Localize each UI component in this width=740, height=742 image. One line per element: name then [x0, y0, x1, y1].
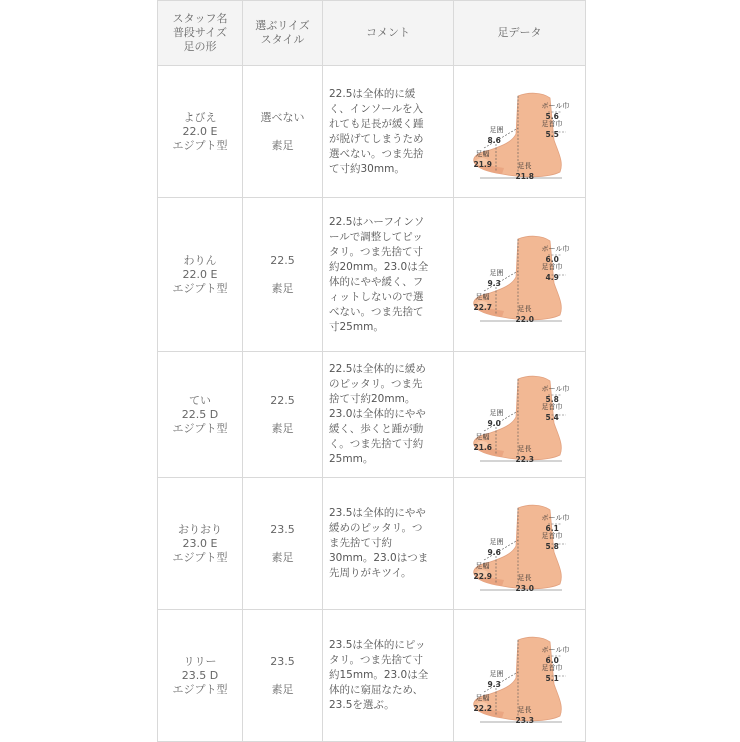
- staff-name: てい: [189, 393, 211, 407]
- comment-line: タリ。つま先捨て寸: [329, 654, 423, 666]
- choice-cell: [243, 478, 323, 610]
- foot-data-cell: [454, 198, 586, 352]
- staff-usual-size: 23.5 D: [181, 668, 219, 682]
- comment-line: く、インソールを入: [329, 102, 424, 115]
- comment-line: て寸約30mm。: [329, 162, 405, 175]
- choice-cell: [243, 66, 323, 198]
- comment-line: 緩く、歩くと踵が動: [329, 423, 424, 435]
- comment-line: 23.0は全体的にやや: [329, 408, 426, 420]
- comment-cell: [323, 66, 454, 198]
- staff-name: リリー: [183, 654, 217, 668]
- chosen-size: 選べない: [260, 110, 305, 124]
- comment-line: れても足長が緩く踵: [329, 117, 424, 130]
- comment-line: 22.5はハーフインソ: [329, 215, 425, 228]
- comment-line: 緩めのピッタリ。つ: [329, 522, 423, 534]
- chosen-size: 22.5: [270, 253, 295, 267]
- staff-cell: [158, 478, 243, 610]
- foot-data-cell: [454, 352, 586, 478]
- comment-line: 23.5は全体的にピッ: [329, 639, 426, 651]
- foot-label-length: 足長: [517, 573, 532, 582]
- header-foot-data: 足データ: [454, 1, 586, 66]
- foot-label-ball: ボール巾: [541, 513, 570, 522]
- chosen-size: 23.5: [270, 522, 295, 536]
- staff-usual-size: 22.5 D: [181, 407, 219, 421]
- staff-usual-size: 23.0 E: [182, 536, 218, 550]
- comment-line: 寸25mm。: [329, 320, 384, 333]
- foot-value-length: 23.3: [515, 715, 535, 725]
- comment-line: 23.5は全体的にやや: [329, 507, 426, 519]
- foot-value-ball: 5.6: [545, 111, 559, 121]
- foot-diagram: [462, 365, 578, 465]
- foot-label-height: 足幅: [475, 561, 490, 570]
- foot-label-height: 足幅: [475, 149, 490, 158]
- table-row: [158, 610, 586, 742]
- header-choice: 選ぶリイズ スタイル: [243, 1, 323, 66]
- staff-foot-shape: エジプト型: [172, 281, 228, 295]
- staff-cell: [158, 198, 243, 352]
- comment-line: 約15mm。23.0は全: [329, 669, 429, 681]
- comment-cell: [323, 478, 454, 610]
- foot-value-width: 5.4: [545, 412, 559, 422]
- wear-style: 素足: [271, 550, 294, 564]
- comment-line: ま先捨て寸約: [329, 537, 392, 549]
- foot-label-width: 足首巾: [541, 119, 563, 128]
- table-row: [158, 66, 586, 198]
- staff-cell: [158, 66, 243, 198]
- foot-label-width: 足首巾: [541, 531, 563, 540]
- staff-size-table: [157, 0, 586, 742]
- foot-label-ball: ボール巾: [541, 645, 570, 654]
- chosen-size: 23.5: [270, 654, 295, 668]
- foot-value-length: 21.8: [515, 171, 535, 181]
- foot-value-width: 5.8: [545, 541, 559, 551]
- foot-diagram: [462, 82, 578, 182]
- foot-value-width: 4.9: [545, 272, 559, 282]
- foot-label-height: 足幅: [475, 292, 490, 301]
- header-comment: コメント: [323, 1, 454, 66]
- foot-label-instep: 足囲: [489, 268, 504, 277]
- comment-line: 22.5は全体的に緩め: [329, 363, 426, 375]
- foot-value-girth: 21.6: [473, 442, 493, 452]
- foot-label-instep: 足囲: [489, 408, 504, 417]
- comment-line: のピッタリ。つま先: [329, 378, 423, 390]
- choice-cell: [243, 352, 323, 478]
- table-header-row: [158, 1, 586, 66]
- comment-line: べない。つま先捨て: [329, 305, 424, 318]
- foot-value-ball: 6.1: [545, 523, 559, 533]
- comment-line: 体的に窮屈なため、: [329, 684, 424, 696]
- comment-line: 先周りがキツイ。: [329, 567, 412, 579]
- foot-value-girth: 22.9: [473, 571, 493, 581]
- foot-value-instep: 9.3: [487, 278, 501, 288]
- foot-value-ball: 6.0: [545, 254, 559, 264]
- comment-line: 23.5を選ぶ。: [329, 699, 395, 711]
- wear-style: 素足: [271, 421, 294, 435]
- table-row: [158, 478, 586, 610]
- foot-diagram: [462, 626, 578, 726]
- staff-usual-size: 22.0 E: [182, 267, 218, 281]
- staff-cell: [158, 352, 243, 478]
- choice-cell: [243, 610, 323, 742]
- foot-label-ball: ボール巾: [541, 101, 570, 110]
- comment-line: タリ。つま先捨て寸: [329, 245, 423, 258]
- wear-style: 素足: [271, 682, 294, 696]
- comment-line: 体的にやや緩く、フ: [329, 275, 424, 288]
- foot-value-length: 22.3: [515, 454, 535, 464]
- foot-label-width: 足首巾: [541, 663, 563, 672]
- foot-label-length: 足長: [517, 444, 532, 453]
- foot-label-length: 足長: [517, 304, 532, 313]
- comment-line: 約20mm。23.0は全: [329, 260, 429, 273]
- foot-value-length: 22.0: [515, 314, 535, 324]
- foot-label-instep: 足囲: [489, 125, 504, 134]
- wear-style: 素足: [271, 138, 294, 152]
- staff-usual-size: 22.0 E: [182, 124, 218, 138]
- foot-value-width: 5.5: [545, 129, 559, 139]
- wear-style: 素足: [271, 281, 294, 295]
- staff-name: わりん: [183, 253, 217, 267]
- staff-name: よびえ: [183, 110, 217, 124]
- table-row: [158, 198, 586, 352]
- staff-cell: [158, 610, 243, 742]
- foot-label-width: 足首巾: [541, 402, 563, 411]
- staff-size-table-wrapper: [157, 0, 585, 740]
- comment-cell: [323, 352, 454, 478]
- comment-line: 22.5は全体的に緩: [329, 87, 416, 100]
- staff-foot-shape: エジプト型: [172, 682, 228, 696]
- comment-line: 30mm。23.0はつま: [329, 552, 429, 564]
- foot-value-instep: 8.6: [487, 135, 501, 145]
- comment-cell: [323, 610, 454, 742]
- comment-cell: [323, 198, 454, 352]
- comment-line: が脱げてしまうため: [329, 132, 424, 145]
- foot-label-ball: ボール巾: [541, 384, 570, 393]
- foot-diagram: [462, 494, 578, 594]
- chosen-size: 22.5: [270, 393, 295, 407]
- foot-value-instep: 9.6: [487, 547, 501, 557]
- comment-line: ィットしないので選: [329, 290, 424, 303]
- foot-data-cell: [454, 478, 586, 610]
- foot-value-girth: 22.7: [473, 302, 493, 312]
- foot-diagram: [462, 225, 578, 325]
- comment-line: 25mm。: [329, 453, 374, 465]
- foot-label-ball: ボール巾: [541, 244, 570, 253]
- choice-cell: [243, 198, 323, 352]
- staff-name: おりおり: [178, 522, 222, 536]
- foot-value-girth: 22.2: [473, 703, 493, 713]
- foot-data-cell: [454, 610, 586, 742]
- header-staff: スタッフ名 普段サイズ 足の形: [158, 1, 243, 66]
- comment-line: 捨て寸約20mm。: [329, 393, 416, 405]
- foot-label-length: 足長: [517, 705, 532, 714]
- foot-label-width: 足首巾: [541, 262, 563, 271]
- foot-value-girth: 21.9: [473, 159, 493, 169]
- foot-label-instep: 足囲: [489, 669, 504, 678]
- foot-value-ball: 6.0: [545, 655, 559, 665]
- foot-label-length: 足長: [517, 161, 532, 170]
- foot-value-ball: 5.8: [545, 394, 559, 404]
- comment-line: ールで調整してピッ: [329, 230, 423, 243]
- foot-value-length: 23.0: [515, 583, 535, 593]
- foot-label-height: 足幅: [475, 432, 490, 441]
- foot-label-height: 足幅: [475, 693, 490, 702]
- foot-label-instep: 足囲: [489, 537, 504, 546]
- staff-foot-shape: エジプト型: [172, 138, 228, 152]
- foot-value-instep: 9.3: [487, 679, 501, 689]
- staff-foot-shape: エジプト型: [172, 421, 228, 435]
- foot-value-instep: 9.0: [487, 418, 501, 428]
- comment-line: 選べない。つま先捨: [329, 147, 424, 160]
- staff-foot-shape: エジプト型: [172, 550, 228, 564]
- foot-value-width: 5.1: [545, 673, 559, 683]
- table-row: [158, 352, 586, 478]
- comment-line: く。つま先捨て寸約: [329, 438, 424, 450]
- foot-data-cell: [454, 66, 586, 198]
